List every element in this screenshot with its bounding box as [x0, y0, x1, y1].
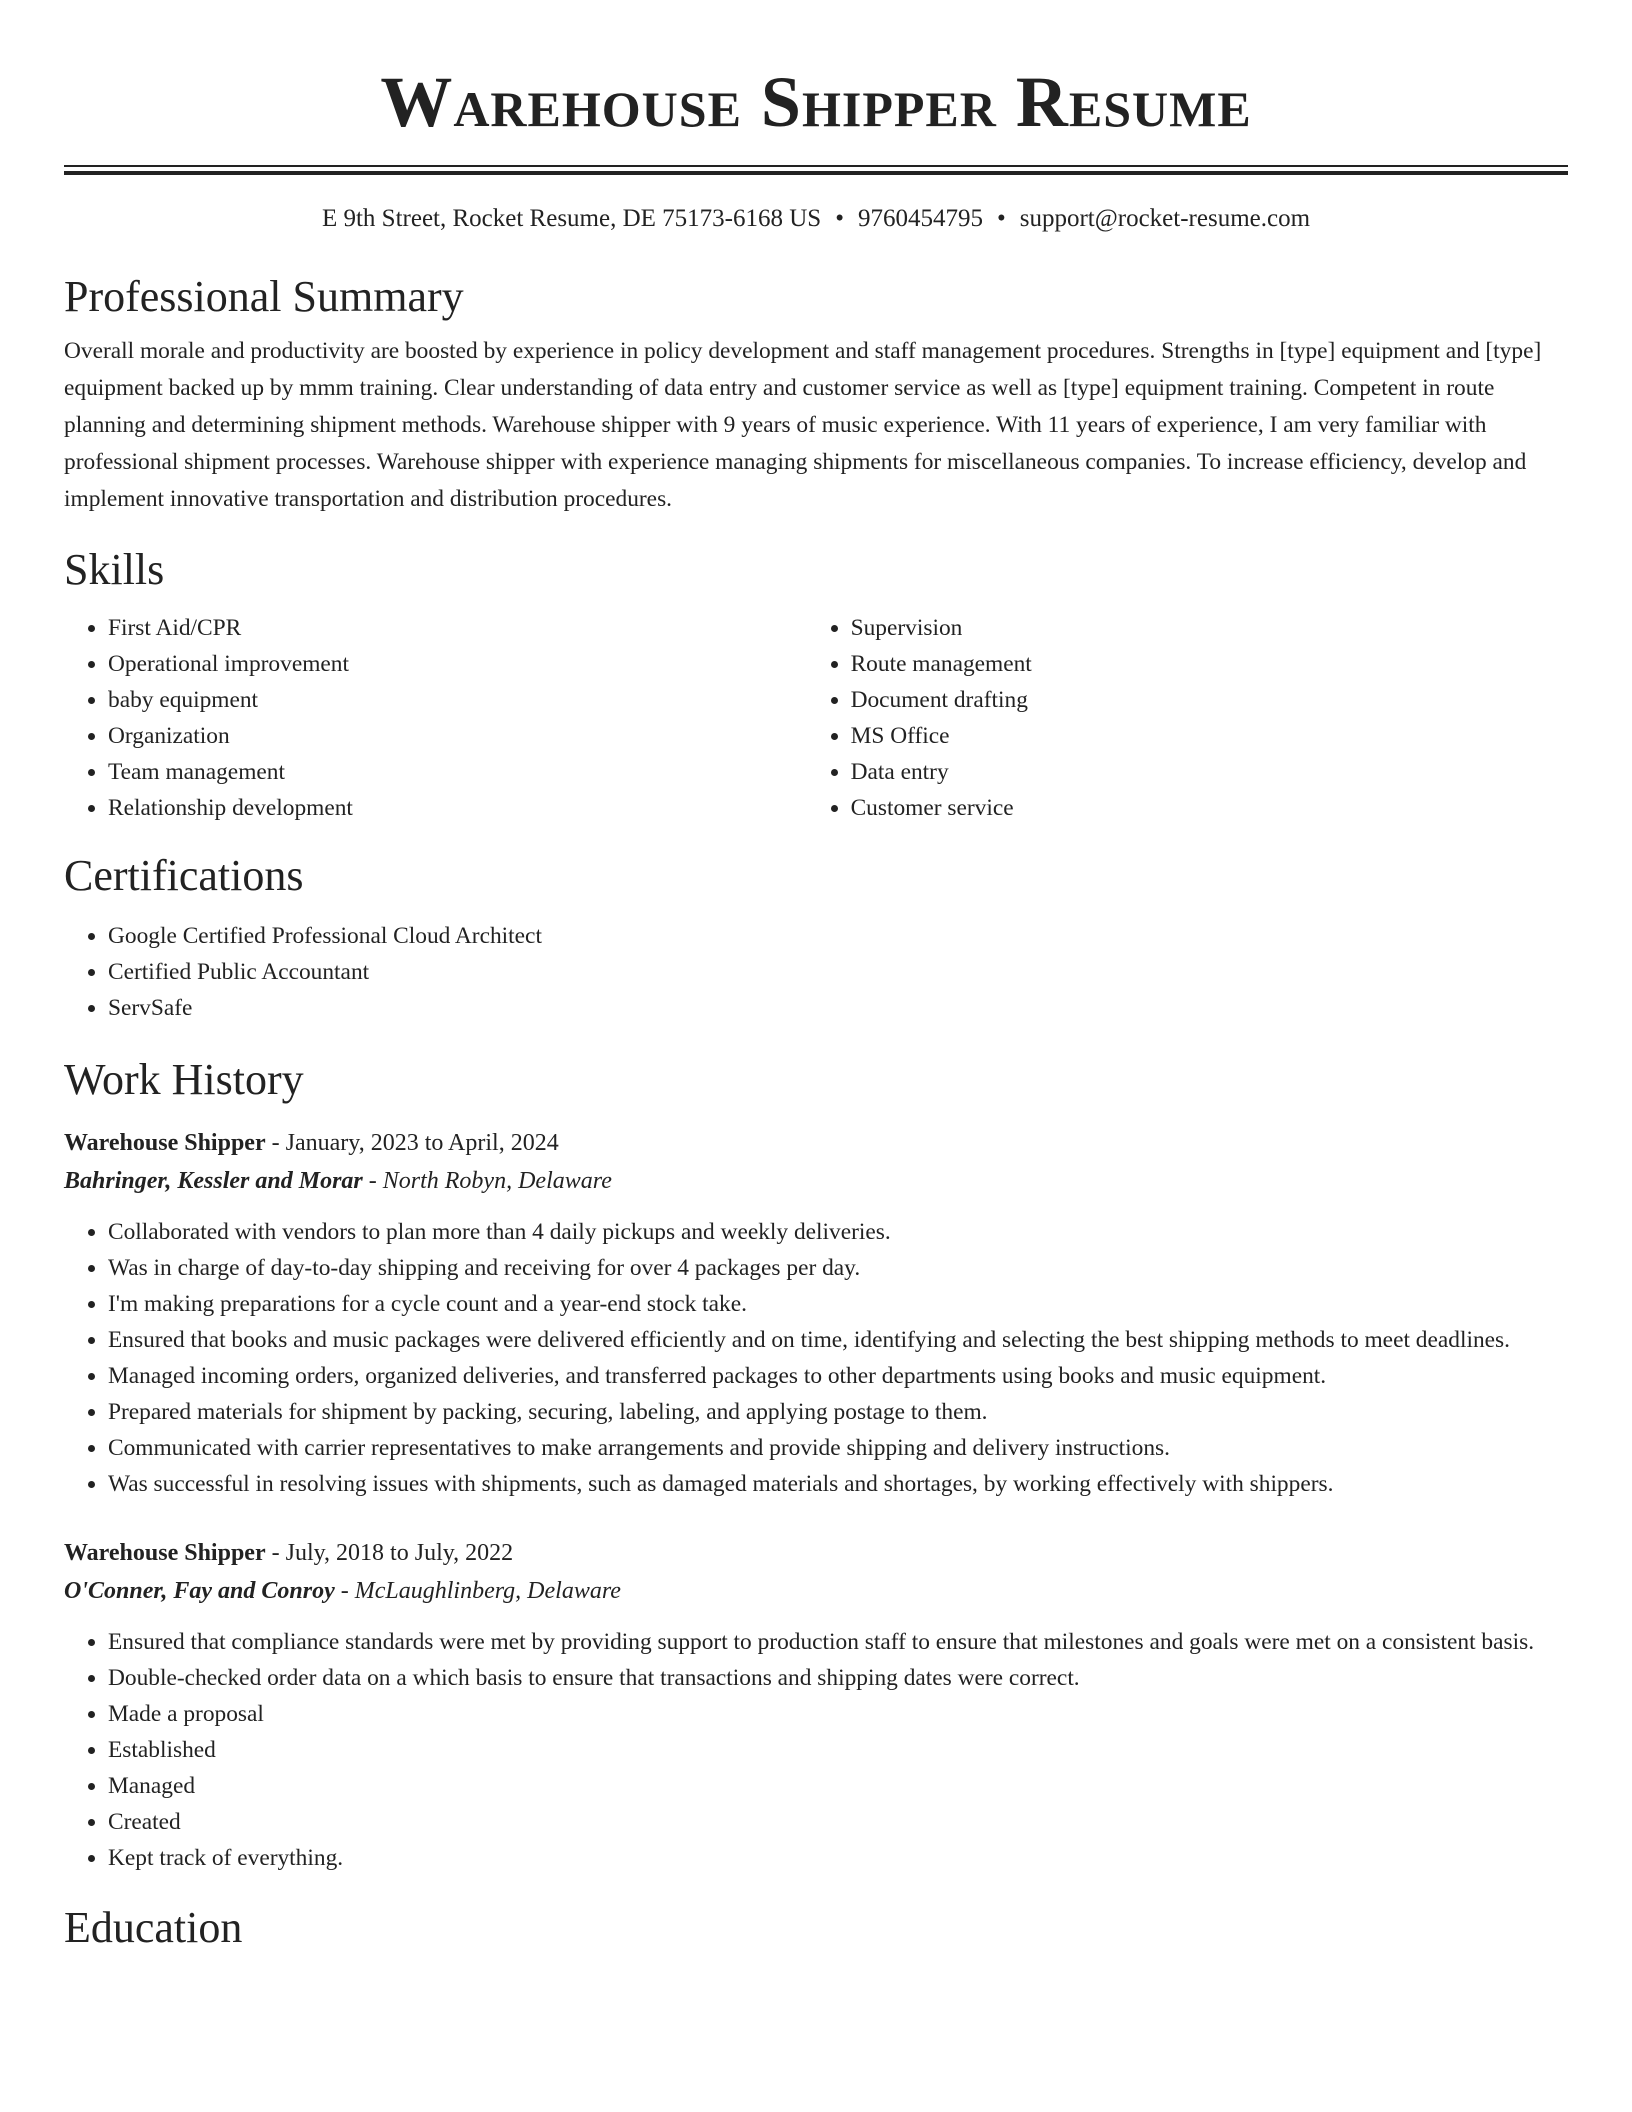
job-entry — [64, 1534, 1568, 1876]
job-title-line — [64, 1124, 1568, 1162]
certification-item: • Certified Public Accountant — [108, 954, 1568, 990]
skills-list-left — [64, 610, 807, 826]
job-dash: - — [340, 1578, 349, 1604]
job-bullet: • Created — [108, 1804, 1568, 1840]
job-bullets — [64, 1624, 1568, 1876]
job-bullet: • Made a proposal — [108, 1696, 1568, 1732]
job-dash: - — [271, 1130, 280, 1156]
contact-phone[interactable]: 9760454795 — [857, 205, 983, 232]
job-company: O'Conner, Fay and Conroy — [64, 1578, 335, 1604]
skill-item: • First Aid/CPR — [108, 610, 807, 646]
contact-email[interactable]: support@rocket-resume.com — [1019, 205, 1311, 232]
job-bullet: • Managed incoming orders, organized deliveries, and transferred packages to other departments using books and music equipment. — [108, 1358, 1568, 1394]
job-location: McLaughlinberg, Delaware — [354, 1578, 621, 1604]
work-history-heading: Work History — [64, 1055, 304, 1104]
resume-title: Warehouse Shipper Resume — [380, 62, 1252, 142]
skill-item: • Organization — [108, 718, 807, 754]
contact-line — [64, 203, 1568, 235]
skill-item: • Route management — [851, 646, 1568, 682]
job-bullet: • Established — [108, 1732, 1568, 1768]
job-company: Bahringer, Kessler and Morar — [64, 1168, 363, 1194]
job-dash: - — [271, 1540, 280, 1566]
job-bullet: • Collaborated with vendors to plan more than 4 daily pickups and weekly deliveries. — [108, 1214, 1568, 1250]
job-role: Warehouse Shipper — [64, 1540, 266, 1566]
certifications-heading: Certifications — [64, 851, 304, 900]
skill-item: • Customer service — [851, 790, 1568, 826]
job-bullet: • Kept track of everything. — [108, 1840, 1568, 1876]
contact-address: E 9th Street, Rocket Resume, DE 75173-6168 US — [321, 205, 822, 232]
skill-item: • MS Office — [851, 718, 1568, 754]
job-dash: - — [368, 1168, 377, 1194]
job-bullet: • Managed — [108, 1768, 1568, 1804]
job-dates: July, 2018 to July, 2022 — [285, 1540, 514, 1566]
job-bullet: • Prepared materials for shipment by packing, securing, labeling, and applying postage to them. — [108, 1394, 1568, 1430]
summary-text: Overall morale and productivity are boosted by experience in policy development and staff management procedures. Strengths in [type] equipment and [type] equipment backed up by mmm training. Clear understanding of data entry and customer service as well as [type] equipment training. Competent in route planning and determining shipment methods. Warehouse shipper with 9 years of music experience. With 11 years of experience, I am very familiar with professional shipment processes. Warehouse shipper with experience managing shipments for miscellaneous companies. To increase efficiency, develop and implement innovative transportation and distribution procedures. — [64, 338, 1542, 512]
job-bullet: • Double-checked order data on a which basis to ensure that transactions and shipping dates were correct. — [108, 1660, 1568, 1696]
title-divider — [64, 165, 1568, 175]
skills-heading: Skills — [64, 545, 165, 594]
job-title-line — [64, 1534, 1568, 1572]
job-bullets — [64, 1214, 1568, 1502]
job-role: Warehouse Shipper — [64, 1130, 266, 1156]
certification-item: • ServSafe — [108, 990, 1568, 1026]
skill-item: • Data entry — [851, 754, 1568, 790]
skill-item: • Relationship development — [108, 790, 807, 826]
education-heading: Education — [64, 1903, 243, 1952]
job-bullet: • Communicated with carrier representatives to make arrangements and provide shipping and delivery instructions. — [108, 1430, 1568, 1466]
job-company-line — [64, 1572, 1568, 1610]
job-bullet: • I'm making preparations for a cycle count and a year-end stock take. — [108, 1286, 1568, 1322]
skills-columns — [64, 610, 1568, 826]
job-company-line — [64, 1162, 1568, 1200]
skill-item: • baby equipment — [108, 682, 807, 718]
contact-separator: • — [835, 205, 844, 232]
job-bullet: • Was successful in resolving issues with shipments, such as damaged materials and shortages, by working effectively with shippers. — [108, 1466, 1568, 1502]
job-bullet: • Was in charge of day-to-day shipping and receiving for over 4 packages per day. — [108, 1250, 1568, 1286]
job-entry — [64, 1124, 1568, 1502]
job-bullet: • Ensured that books and music packages were delivered efficiently and on time, identifying and selecting the best shipping methods to meet deadlines. — [108, 1322, 1568, 1358]
skill-item: • Operational improvement — [108, 646, 807, 682]
skill-item: • Document drafting — [851, 682, 1568, 718]
job-bullet: • Ensured that compliance standards were met by providing support to production staff to ensure that milestones and goals were met on a consistent basis. — [108, 1624, 1568, 1660]
certification-item: • Google Certified Professional Cloud Architect — [108, 918, 1568, 954]
certifications-list — [64, 918, 1568, 1026]
job-dates: January, 2023 to April, 2024 — [285, 1130, 559, 1156]
contact-separator: • — [996, 205, 1006, 232]
skill-item: • Supervision — [851, 610, 1568, 646]
job-location: North Robyn, Delaware — [382, 1168, 612, 1194]
skills-list-right — [807, 610, 1568, 826]
summary-heading: Professional Summary — [64, 272, 464, 321]
skill-item: • Team management — [108, 754, 807, 790]
